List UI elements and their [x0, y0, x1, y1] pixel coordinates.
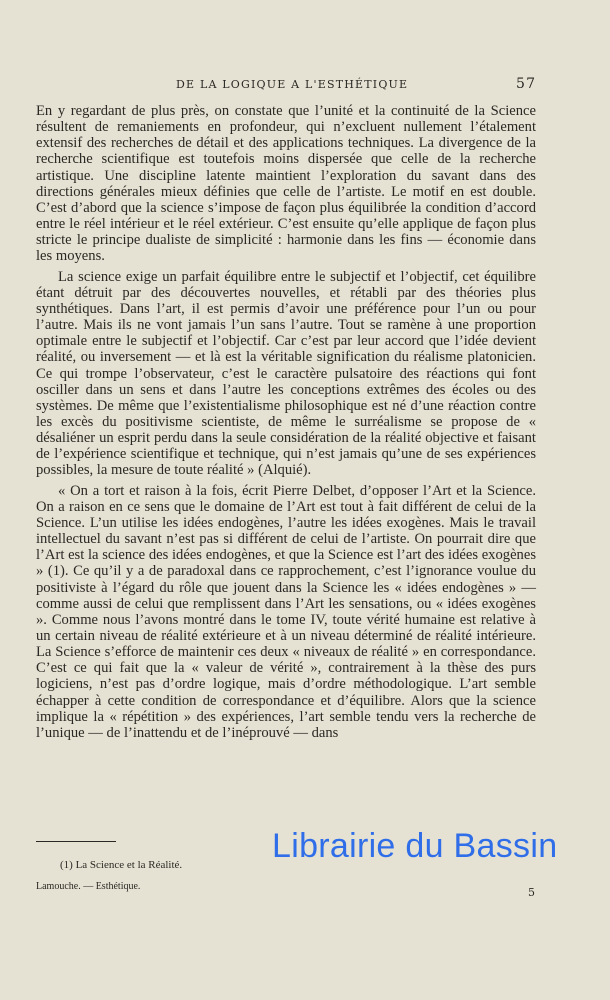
signature-line: Lamouche. — Esthétique. — [36, 881, 141, 892]
paragraph-2: La science exige un parfait équilibre entre le subjectif et l’objectif, cet équilibre étant détruit par des découvertes nouvelles, et rétabli par des théories plus synthétiques. Dans l’art, il est permis d’avoir une préférence pour l’un ou pour l’autre. Mais ils ne vont jamais l’un sans l’autre. Tout se ramène à une proportion optimale entre le subjectif et l’objectif. Car c’est par leur accord que l’idée devient réalité, ou inversement — et là est la véritable signification du réalisme platonicien. Ce qui trompe l’observateur, c’est le caractère pulsatoire des réactions qui font osciller dans un sens et dans l’autre les conceptions extrêmes des écoles ou des systèmes. De même que l’existentialisme philosophique est né d’une réaction contre les excès du positivisme scientiste, de même le surréalisme se propose de « désaliéner un esprit perdu dans la seule considération de la réalité objective et faisant de l’expérience scientifique et technique, qui n’est jamais qu’une de ses expériences possibles, la mesure de toute réalité » (Alquié). — [36, 268, 536, 479]
footnote: (1) La Science et la Réalité. — [60, 859, 183, 871]
paragraph-3: « On a tort et raison à la fois, écrit Pierre Delbet, d’opposer l’Art et la Science. On a raison en ce sens que le domaine de l’Art est tout à fait différent de celui de la Science. L’un utilise les idées endogènes, l’autre les idées exogènes. Mais le travail intellectuel du savant n’est pas si différent de celui de l’artiste. On pourrait dire que l’Art est la science des idées endogènes, et que la Science est l’art des idées exogènes » (1). Ce qu’il y a de paradoxal dans ce rapprochement, c’est l’ignorance voulue du positiviste à l’égard du rôle que jouent dans la Science les « idées endogènes » — comme aussi de celui que remplissent dans l’Art les sensations, ou « idées exogènes ». Comme nous l’avons montré dans le tome IV, toute vérité humaine est relative à un certain niveau de réalité extérieure et à un niveau déterminé de réalité intérieure. La Science s’efforce de maintenir ces deux « niveaux de réalité » en correspondance. C’est ce qui fait que la « valeur de vérité », contrairement à la thèse des purs logiciens, n’est pas d’ordre logique, mais d’ordre méthodologique. L’art semble échapper à cette condition de correspondance et d’équilibre. Alors que la science implique la « répétition » des expériences, l’art semble tendu vers la recherche de l’unique — de l’inattendu et de l’inéprouvé — dans — [36, 482, 536, 741]
running-title: DE LA LOGIQUE A L'ESTHÉTIQUE — [176, 78, 409, 91]
signature-mark: 5 — [528, 886, 535, 899]
page-body — [36, 103, 536, 745]
paragraph-1: En y regardant de plus près, on constate que l’unité et la continuité de la Science résultent de remaniements en profondeur, qui n’excluent nullement l’étalement extensif des recherches de détail et des applications techniques. La divergence de la recherche scientifique est toutefois moins dispersée que celle de la recherche artistique. Une discipline latente maintient l’exploration du savant dans des directions générales mieux définies que celle de l’artiste. Le motif en est double. C’est d’abord que la science s’impose de façon plus équilibrée la condition d’accord entre le réel intérieur et le réel extérieur. C’est ensuite qu’elle applique de façon plus stricte le principe dualiste de simplicité : harmonie dans les fins — économie dans les moyens. — [36, 103, 536, 265]
watermark-text: Librairie du Bassin — [272, 827, 558, 865]
page-number: 57 — [516, 76, 537, 92]
footnote-divider — [36, 841, 116, 842]
